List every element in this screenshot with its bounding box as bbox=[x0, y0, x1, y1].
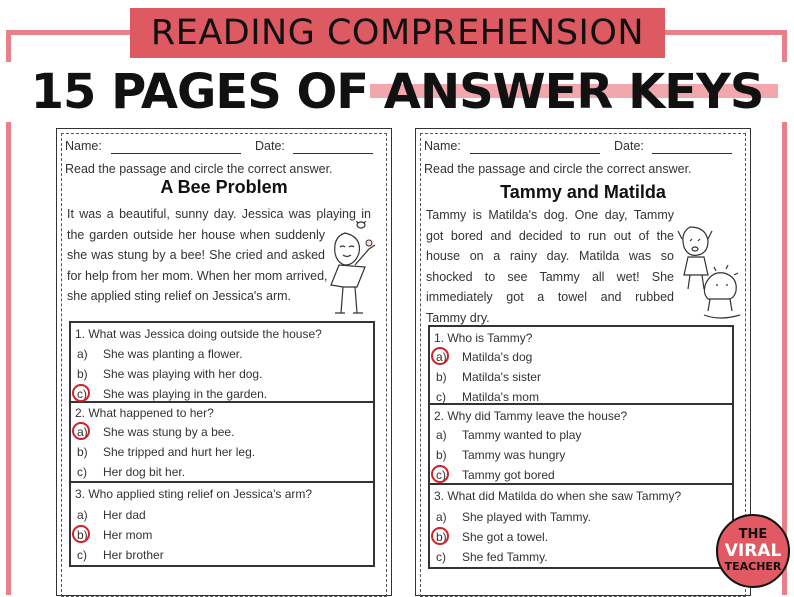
option-letter bbox=[436, 468, 462, 482]
answer-option-b[interactable] bbox=[77, 367, 262, 381]
passage bbox=[426, 205, 674, 328]
option-letter bbox=[77, 425, 103, 439]
option-letter bbox=[436, 350, 462, 364]
option-letter-text: b) bbox=[436, 530, 447, 544]
question-text: 3. Who applied sting relief on Jessica's arm? bbox=[75, 487, 313, 501]
answer-option-b[interactable] bbox=[77, 528, 152, 542]
logo-line-3: TEACHER bbox=[724, 560, 782, 573]
question-box-3 bbox=[428, 485, 734, 569]
girl-and-wet-dog-illustration bbox=[676, 221, 746, 325]
answer-option-b[interactable] bbox=[77, 445, 255, 459]
option-text: Matilda's sister bbox=[462, 370, 541, 384]
subtitle-area bbox=[0, 62, 794, 122]
answer-option-c[interactable] bbox=[77, 465, 185, 479]
option-letter: a) bbox=[77, 347, 88, 361]
date-field-line bbox=[652, 153, 732, 154]
answer-option-c[interactable] bbox=[436, 550, 548, 564]
option-text: She was playing in the garden. bbox=[103, 387, 268, 401]
option-letter: b) bbox=[77, 445, 88, 459]
answer-circle bbox=[72, 384, 90, 402]
passage-line: immediately got a towel and rubbed bbox=[426, 290, 674, 304]
name-field-line bbox=[470, 153, 600, 154]
answer-option-c[interactable] bbox=[436, 468, 555, 482]
question-text: 3. What did Matilda do when she saw Tammy? bbox=[434, 489, 682, 503]
girl-with-bee-illustration bbox=[325, 221, 387, 321]
answer-option-a[interactable] bbox=[436, 350, 532, 364]
passage-line: she was stung by a bee! She cried and asked bbox=[67, 248, 325, 262]
date-field-line bbox=[293, 153, 373, 154]
answer-circle bbox=[431, 527, 449, 545]
passage-line: for help from her mom. When her mom arrived, bbox=[67, 268, 328, 283]
passage-line: It was a beautiful, sunny day. Jessica was playing in bbox=[67, 207, 371, 221]
option-text: She fed Tammy. bbox=[462, 550, 548, 564]
passage-line: Tammy is Matilda's dog. One day, Tammy bbox=[426, 208, 674, 222]
option-letter-text: c) bbox=[436, 468, 446, 482]
answer-circle bbox=[431, 465, 449, 483]
option-text: Matilda's mom bbox=[462, 390, 539, 404]
option-letter: c) bbox=[77, 465, 87, 479]
option-letter-text: a) bbox=[77, 425, 88, 439]
option-text: Her dad bbox=[103, 508, 146, 522]
answer-option-a[interactable] bbox=[77, 508, 146, 522]
option-letter: b) bbox=[436, 370, 447, 384]
answer-circle bbox=[72, 422, 90, 440]
passage-line: she applied sting relief on Jessica's arm. bbox=[67, 289, 292, 303]
option-text: Her mom bbox=[103, 528, 153, 542]
question-box-3 bbox=[69, 483, 375, 567]
date-label: Date: bbox=[255, 139, 285, 153]
option-text: She was stung by a bee. bbox=[103, 425, 235, 439]
option-letter-text: b) bbox=[77, 528, 88, 542]
worksheet-title: A Bee Problem bbox=[160, 177, 288, 197]
answer-option-a[interactable] bbox=[436, 510, 591, 524]
worksheet-title: Tammy and Matilda bbox=[500, 182, 666, 202]
name-field-line bbox=[111, 153, 241, 154]
date-label: Date: bbox=[614, 139, 644, 153]
question-text: 2. Why did Tammy leave the house? bbox=[434, 409, 628, 423]
header-banner bbox=[130, 8, 665, 58]
option-letter-text: c) bbox=[77, 387, 87, 401]
option-letter bbox=[77, 387, 103, 401]
question-box-2 bbox=[428, 405, 734, 485]
option-text: Tammy was hungry bbox=[462, 448, 566, 462]
answer-option-b[interactable] bbox=[436, 370, 541, 384]
question-box-1 bbox=[69, 321, 375, 403]
option-letter-text: a) bbox=[436, 350, 447, 364]
option-letter: b) bbox=[436, 448, 447, 462]
option-text: She played with Tammy. bbox=[462, 510, 591, 524]
logo-line-2: VIRAL bbox=[724, 541, 782, 561]
passage-line: Tammy dry. bbox=[426, 310, 490, 325]
logo-line-1: THE bbox=[738, 527, 768, 542]
option-text: Her brother bbox=[103, 548, 164, 562]
option-letter: a) bbox=[77, 508, 88, 522]
answer-option-a[interactable] bbox=[77, 347, 242, 361]
option-letter: a) bbox=[436, 428, 447, 442]
question-box-2 bbox=[69, 403, 375, 483]
name-label: Name: bbox=[65, 139, 102, 153]
page-subtitle: 15 PAGES OF ANSWER KEYS bbox=[30, 64, 764, 120]
question-text: 1. Who is Tammy? bbox=[434, 331, 533, 345]
option-text: She was planting a flower. bbox=[103, 347, 243, 361]
option-text: Tammy got bored bbox=[462, 468, 555, 482]
option-text: She was playing with her dog. bbox=[103, 367, 263, 381]
passage-line: got bored and decided to run out of the bbox=[426, 228, 674, 243]
instruction-text: Read the passage and circle the correct answer. bbox=[424, 162, 692, 176]
answer-option-c[interactable] bbox=[77, 387, 267, 401]
option-letter: c) bbox=[436, 390, 446, 404]
worksheet-card-1 bbox=[56, 128, 392, 596]
option-text: She got a towel. bbox=[462, 530, 549, 544]
question-text: 2. What happened to her? bbox=[75, 406, 214, 420]
passage-line: house on a rainy day. Matilda was so bbox=[426, 249, 674, 263]
answer-option-b[interactable] bbox=[436, 530, 548, 544]
name-label: Name: bbox=[424, 139, 461, 153]
worksheet-card-2 bbox=[415, 128, 751, 596]
option-text: Her dog bit her. bbox=[103, 465, 186, 479]
question-text: 1. What was Jessica doing outside the house? bbox=[75, 327, 322, 341]
answer-option-b[interactable] bbox=[436, 448, 565, 462]
option-letter: c) bbox=[436, 550, 446, 564]
option-letter: a) bbox=[436, 510, 447, 524]
option-text: Tammy wanted to play bbox=[462, 428, 582, 442]
answer-option-a[interactable] bbox=[436, 428, 581, 442]
option-letter bbox=[436, 530, 462, 544]
option-letter: c) bbox=[77, 548, 87, 562]
answer-option-c[interactable] bbox=[77, 548, 164, 562]
answer-option-a[interactable] bbox=[77, 425, 234, 439]
option-text: She tripped and hurt her leg. bbox=[103, 445, 256, 459]
banner-text: READING COMPREHENSION bbox=[150, 13, 645, 53]
option-text: Matilda's dog bbox=[462, 350, 533, 364]
viral-teacher-logo bbox=[716, 514, 790, 588]
answer-option-c[interactable] bbox=[436, 390, 539, 404]
option-letter bbox=[77, 528, 103, 542]
answer-circle bbox=[431, 347, 449, 365]
passage-line: shocked to see Tammy all wet! She bbox=[426, 269, 674, 284]
question-box-1 bbox=[428, 325, 734, 405]
passage-line: the garden outside her house when suddenly bbox=[67, 227, 325, 242]
option-letter: b) bbox=[77, 367, 88, 381]
answer-circle bbox=[72, 525, 90, 543]
instruction-text: Read the passage and circle the correct answer. bbox=[65, 162, 333, 176]
